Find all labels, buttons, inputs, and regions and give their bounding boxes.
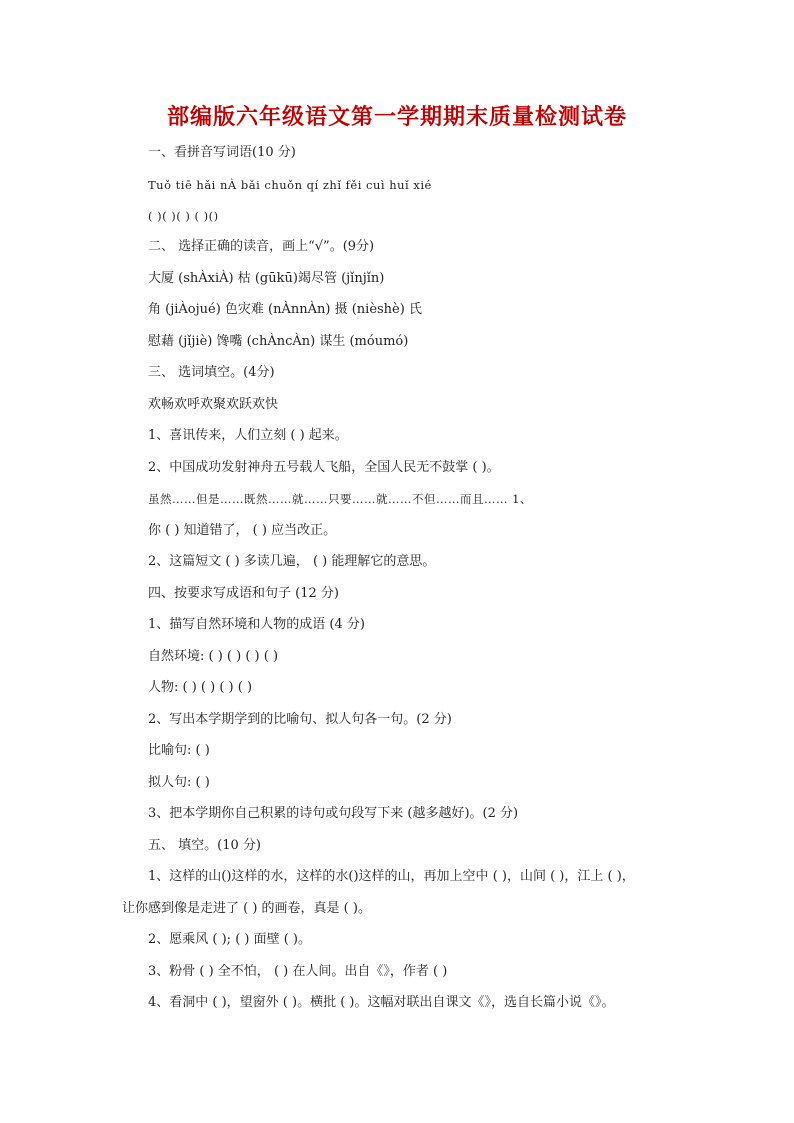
question-4-1: 1、描写自然环境和人物的成语 (4 分) (148, 617, 365, 632)
section-5-heading: 五、 填空。(10 分) (148, 838, 261, 853)
section-1-heading: 一、看拼音写词语(10 分) (148, 145, 296, 160)
section-3-heading: 三、 选词填空。(4分) (148, 365, 275, 380)
document-title: 部编版六年级语文第一学期期末质量检测试卷 (166, 104, 627, 130)
simile-sentence: 比喻句: ( ) (148, 743, 210, 758)
question-4-3: 3、把本学期你自己积累的诗句或句段写下来 (越多越好)。(2 分) (148, 806, 519, 821)
pinyin-line: Tuǒ tiē hǎi nÀ bǎi chuǒn qí zhǐ fěi cuì huǐ xié (148, 178, 432, 192)
question-5-1b: 让你感到像是走进了 ( ) 的画卷，真是 ( )。 (122, 901, 371, 916)
question-4-2: 2、写出本学期学到的比喻句、拟人句各一句。(2 分) (148, 712, 452, 727)
question-5-2: 2、愿乘风 ( ); ( ) 面壁 ( )。 (148, 932, 312, 947)
question-3-1: 1、喜讯传来，人们立刻 ( ) 起来。 (148, 428, 348, 443)
personification-sentence: 拟人句: ( ) (148, 775, 210, 790)
reading-line-3: 慰藉 (jǐjiè) 馋嘴 (chÀncÀn) 谋生 (móumó) (148, 334, 409, 349)
word-choices: 欢畅欢呼欢聚欢跃欢快 (148, 397, 279, 412)
question-5-4: 4、看洞中 ( )，望窗外 ( )。横批 ( )。这幅对联出自课文《》，选自长篇小说《》。 (148, 995, 615, 1010)
nature-idioms: 自然环境: ( ) ( ) ( ) ( ) (148, 649, 279, 664)
question-3-3: 你 ( ) 知道错了， ( ) 应当改正。 (148, 523, 337, 538)
section-2-heading: 二、 选择正确的读音，画上“√”。(9分) (148, 239, 375, 254)
answer-brackets: ( )( )( ) ( )() (148, 209, 219, 223)
reading-line-2: 角 (jiÀojué) 色灾难 (nÀnnÀn) 摄 (nièshè) 氏 (148, 302, 422, 317)
section-4-heading: 四、按要求写成语和句子 (12 分) (148, 586, 339, 601)
question-3-4: 2、这篇短文 ( ) 多读几遍， ( ) 能理解它的意思。 (148, 554, 436, 569)
question-3-2: 2、中国成功发射神舟五号载人飞船，全国人民无不鼓掌 ( )。 (148, 460, 500, 475)
reading-line-1: 大厦 (shÀxiÀ) 枯 (gūkū)竭尽管 (jǐnjǐn) (148, 271, 385, 286)
people-idioms: 人物: ( ) ( ) ( ) ( ) (148, 680, 253, 695)
conjunction-choices: 虽然……但是……既然……就……只要……就……不但……而且…… 1、 (148, 492, 532, 506)
question-5-3: 3、粉骨 ( ) 全不怕， ( ) 在人间。出自《》，作者 ( ) (148, 964, 448, 979)
question-5-1a: 1、这样的山()这样的水，这样的水()这样的山，再加上空中 ( )，山间 ( )，江上 ( )， (148, 869, 635, 884)
